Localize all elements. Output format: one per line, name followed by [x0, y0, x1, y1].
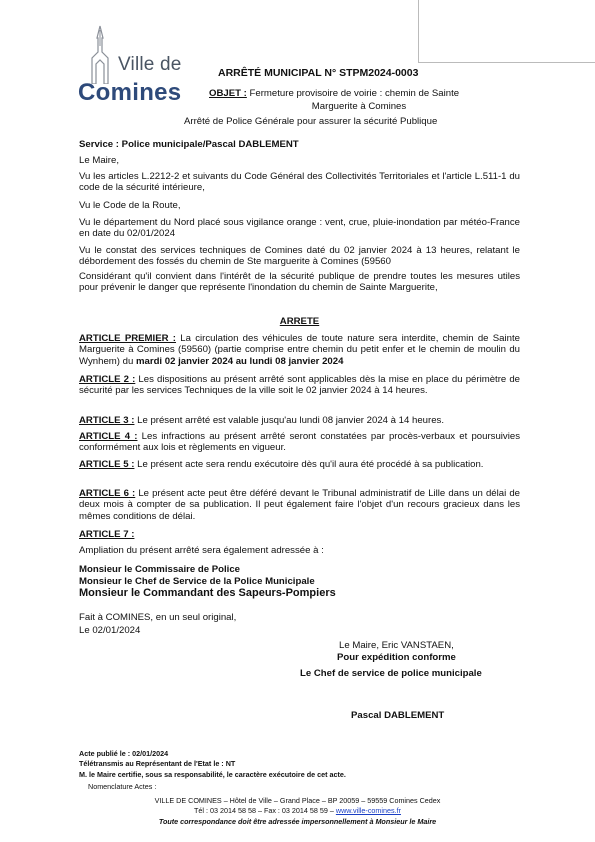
article-2-label: ARTICLE 2 : — [79, 374, 136, 385]
arrete-title: ARRETE — [279, 316, 320, 327]
objet-text: Fermeture provisoire de voirie : chemin de Sainte — [246, 88, 460, 99]
article-1-label: ARTICLE PREMIER : — [79, 333, 177, 344]
recipient-pompiers: Monsieur le Commandant des Sapeurs-Pompiers — [79, 587, 336, 599]
fait-a: Fait à COMINES, en un seul original, — [79, 612, 237, 623]
article-4-text: Les infractions au présent arrêté seront constatées par procès-verbaux et poursuivies conformément aux lois et règlements en vigueur. — [79, 431, 520, 454]
footer-contact — [60, 806, 535, 815]
footer-address: VILLE DE COMINES – Hôtel de Ville – Grand Place – BP 20059 – 59559 Comines Cedex — [154, 796, 441, 805]
article-4 — [79, 431, 520, 454]
article-1-dates: mardi 02 janvier 2024 au lundi 08 janvier 2024 — [135, 355, 344, 367]
article-5-text: Le présent acte sera rendu exécutoire dès qu'il aura été procédé à sa publication. — [134, 459, 484, 470]
signature-name: Pascal DABLEMENT — [351, 710, 445, 721]
article-6 — [79, 488, 520, 522]
footer-phone: Tél : 03 2014 58 58 – Fax : 03 2014 58 59 – — [194, 806, 336, 815]
article-3-text: Le présent arrêté est valable jusqu'au lundi 08 janvier 2024 à 14 heures. — [134, 415, 445, 426]
fait-date: Le 02/01/2024 — [79, 625, 141, 636]
footer-correspondance: Toute correspondance doit être adressée impersonnellement à Monsieur le Maire — [158, 817, 437, 826]
logo-line1: Ville de — [118, 54, 182, 75]
vu-cgct: Vu les articles L.2212-2 et suivants du Code Général des Collectivités Territoriales et l'article L.511-1 du code de la sécurité intérieure, — [79, 171, 520, 194]
logo — [78, 24, 198, 110]
footer-publie: Acte publié le : 02/01/2024 — [79, 749, 169, 758]
vu-code-route: Vu le Code de la Route, — [79, 200, 181, 211]
signature-maire: Le Maire, Eric VANSTAEN, — [339, 640, 454, 651]
recipient-police: Monsieur le Commissaire de Police — [79, 564, 241, 575]
vu-departement: Vu le département du Nord placé sous vigilance orange : vent, crue, pluie-inondation par météo-France en date du 02/01/2024 — [79, 217, 520, 240]
signature-chef: Le Chef de service de police municipale — [300, 668, 482, 679]
logo-line2: Comines — [78, 79, 182, 106]
website-link[interactable]: www.ville-comines.fr — [335, 806, 401, 815]
vu-maire: Le Maire, — [79, 155, 119, 166]
article-6-text: Le présent acte peut être déféré devant le Tribunal administratif de Lille dans un délai de deux mois à compter de sa publication. Il peut également faire l'objet d'un recours gracieux dans les mêmes conditions de délai. — [79, 488, 520, 522]
article-3-label: ARTICLE 3 : — [79, 415, 135, 426]
footer-teletransmis: Télétransmis au Représentant de l'Etat le : NT — [79, 759, 236, 768]
article-4-label: ARTICLE 4 : — [79, 431, 138, 442]
signature-pour: Pour expédition conforme — [337, 652, 456, 663]
article-3 — [79, 415, 520, 426]
footer-certifie: M. le Maire certifie, sous sa responsabilité, le caractère exécutoire de cet acte. — [79, 770, 346, 779]
objet-line2: Marguerite à Comines — [311, 101, 407, 112]
page-title: ARRÊTÉ MUNICIPAL N° STPM2024-0003 — [218, 67, 419, 79]
footer-nomenclature: Nomenclature Actes : — [88, 782, 157, 791]
objet-line1 — [209, 88, 519, 99]
article-7 — [79, 529, 520, 540]
article-5-label: ARTICLE 5 : — [79, 459, 135, 470]
recipient-pm: Monsieur le Chef de Service de la Police Municipale — [79, 576, 315, 587]
objet-label: OBJET : — [209, 88, 247, 99]
article-1 — [79, 333, 520, 367]
article-2-text: Les dispositions au présent arrêté sont applicables dès la mise en place du périmètre de sécurité par les services Techniques de la ville soit le 02 janvier 2024 à 14 heures. — [79, 374, 520, 397]
objet-line3: Arrêté de Police Générale pour assurer la sécurité Publique — [184, 116, 438, 127]
ampliation: Ampliation du présent arrêté sera également adressée à : — [79, 545, 324, 556]
service-line: Service : Police municipale/Pascal DABLEMENT — [79, 139, 299, 150]
article-6-label: ARTICLE 6 : — [79, 488, 136, 499]
article-2 — [79, 374, 520, 397]
article-5 — [79, 459, 520, 470]
considerant: Considérant qu'il convient dans l'intérêt de la sécurité publique de prendre toutes les mesures utiles pour prévenir le danger que représente l'inondation du chemin de Sainte Marguerite, — [79, 271, 520, 294]
vu-constat: Vu le constat des services techniques de Comines daté du 02 janvier 2024 à 13 heures, relatant le débordement des fossés du chemin de Ste marguerite à Comines (59560 — [79, 245, 520, 268]
article-1-text: La circulation des véhicules de toute nature sera interdite, chemin de Sainte Marguerite à Comines (59560) (partie comprise entre chemin du petit enfer et le chemin de moulin du Wynhem) du — [79, 333, 520, 367]
stamp-box — [418, 0, 595, 63]
church-icon — [78, 24, 118, 84]
article-7-label: ARTICLE 7 : — [79, 529, 135, 540]
